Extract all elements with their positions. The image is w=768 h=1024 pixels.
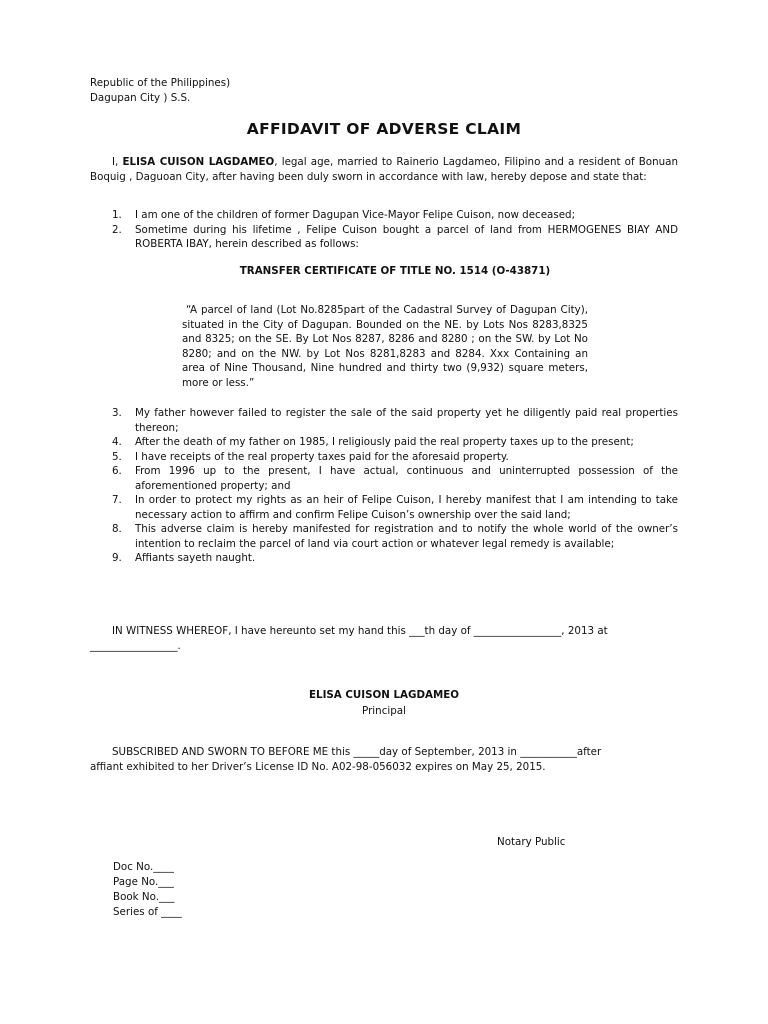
item-text: I have receipts of the real property taxes paid for the aforesaid property. (135, 450, 509, 463)
list-item (112, 450, 678, 465)
item-number: 7. (112, 494, 122, 506)
intro-pre: I, (112, 156, 123, 168)
venue-line-1: Republic of the Philippines) (90, 77, 231, 89)
document-title: AFFIDAVIT OF ADVERSE CLAIM (246, 120, 522, 138)
list-item (112, 522, 678, 551)
item-text: I am one of the children of former Dagupan Vice-Mayor Felipe Cuison, now deceased; (135, 209, 576, 221)
item-number: 5. (112, 450, 122, 463)
item-text: My father however failed to register the sale of the said property yet he diligently paid real properties thereon; (135, 407, 678, 434)
book-no: Book No.___ (113, 891, 175, 903)
land-description-quote: “A parcel of land (Lot No.8285part of the Cadastral Survey of Dagupan City), situated in the City of Dagupan. Bounded on the NE. by Lots Nos 8283,8325 and 8325; on the SE. By Lot Nos 8287, 8286 and 8280 ; on the SW. by Lot No 8280; and on the NW. by Lot Nos 8281,8283 and 8284. Xxx Containing an area of Nine Thousand, Nine hundred and thirty two (9,932) square meters, more or less.” (182, 304, 588, 389)
item-number: 6. (112, 465, 122, 477)
statement-list-2 (112, 406, 678, 566)
list-item (112, 208, 678, 223)
signatory-role: Principal (362, 705, 406, 717)
witness-line-2: _________________. (90, 640, 181, 652)
item-text: After the death of my father on 1985, I religiously paid the real property taxes up to the present; (135, 436, 634, 448)
page-no: Page No.___ (113, 876, 174, 888)
list-item (112, 464, 678, 493)
list-item (112, 493, 678, 522)
intro-post: , legal age, married to Rainerio Lagdameo, Filipino and a resident of Bonuan Boquig , Daguoan City, after having been duly sworn in accordance with law, hereby depose and state that: (90, 156, 678, 183)
item-number: 9. (112, 552, 122, 564)
jurat-line-1: SUBSCRIBED AND SWORN TO BEFORE ME this _____day of September, 2013 in ___________after (112, 746, 602, 758)
venue-block (90, 76, 490, 105)
list-item (112, 551, 678, 566)
item-number: 2. (112, 223, 122, 236)
item-text: In order to protect my rights as an heir of Felipe Cuison, I hereby manifest that I am intending to take necessary action to affirm and confirm Felipe Cuison’s ownership over the said land; (135, 494, 678, 521)
signatory-name: ELISA CUISON LAGDAMEO (308, 689, 460, 701)
series-of: Series of ____ (113, 906, 182, 918)
intro-paragraph (90, 155, 678, 184)
item-text: This adverse claim is hereby manifested for registration and to notify the whole world of the owner’s intention to reclaim the parcel of land via court action or whatever legal remedy is available; (135, 523, 678, 550)
item-number: 1. (112, 209, 122, 221)
list-item (112, 406, 678, 435)
item-text: From 1996 up to the present, I have actual, continuous and uninterrupted possession of the aforementioned property; and (135, 465, 678, 492)
doc-no: Doc No.____ (113, 861, 174, 873)
statement-list-1 (112, 208, 678, 252)
witness-line-1: IN WITNESS WHEREOF, I have hereunto set my hand this ___th day of _________________, 2013 at (112, 625, 608, 637)
item-text: Affiants sayeth naught. (135, 552, 256, 564)
list-item (112, 223, 678, 252)
affiant-name: ELISA CUISON LAGDAMEO (122, 156, 275, 168)
jurat-line-2: affiant exhibited to her Driver’s License ID No. A02-98-056032 expires on May 25, 2015. (90, 761, 546, 773)
item-number: 8. (112, 523, 122, 535)
tct-heading: TRANSFER CERTIFICATE OF TITLE NO. 1514 (O-43871) (239, 265, 551, 277)
notary-public-label: Notary Public (497, 836, 566, 848)
item-number: 3. (112, 407, 122, 419)
item-text: Sometime during his lifetime , Felipe Cuison bought a parcel of land from HERMOGENES BIAY AND ROBERTA IBAY, herein described as follows: (135, 223, 678, 250)
notarial-register-block (113, 860, 313, 920)
venue-line-2: Dagupan City ) S.S. (90, 91, 191, 104)
item-number: 4. (112, 436, 122, 448)
list-item (112, 435, 678, 450)
